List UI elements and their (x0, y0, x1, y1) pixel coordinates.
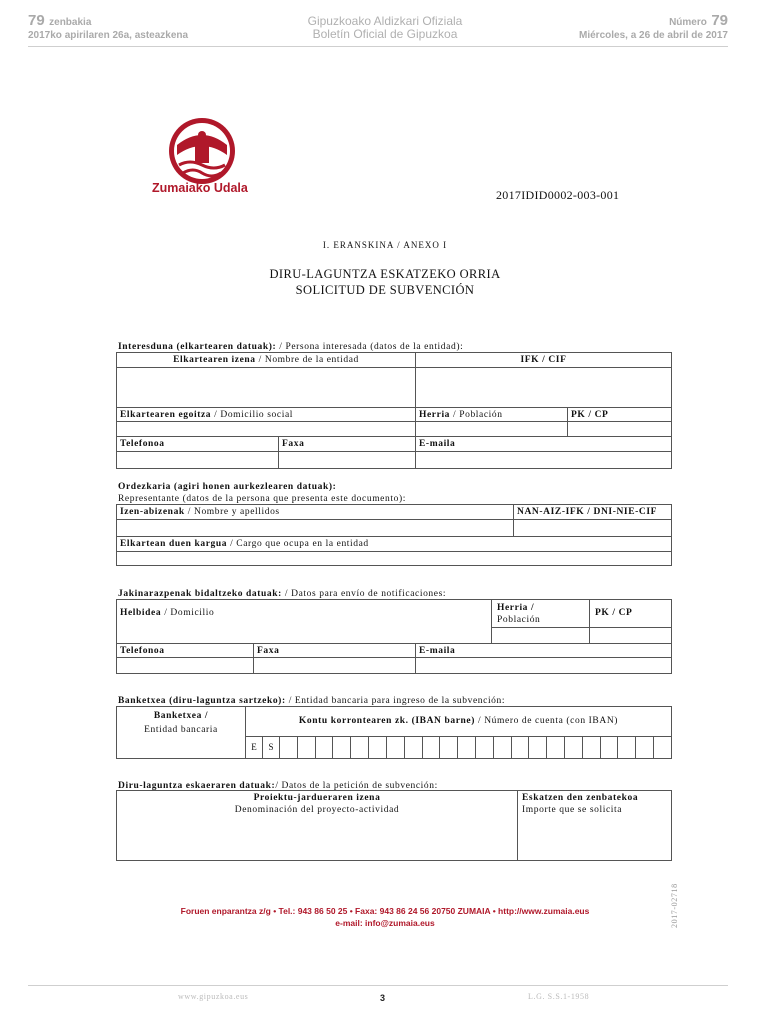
iban-digit-cell[interactable] (583, 737, 601, 758)
section2-subheading: Representante (datos de la persona que presenta este documento): (118, 494, 406, 504)
entity-phone-label: Telefonoa (120, 439, 165, 449)
iban-digit-cell[interactable] (280, 737, 298, 758)
issue-number-left: 79 (28, 12, 45, 29)
representative-name-label: Izen-abizenak / Nombre y apellidos (120, 507, 280, 517)
amount-label-es: Importe que se solicita (522, 805, 623, 815)
iban-digit-cell[interactable] (565, 737, 583, 758)
issue-date-left: 2017ko apirilaren 26a, asteazkena (28, 30, 189, 41)
notification-email-label: E-maila (419, 646, 456, 656)
issue-word-right: Número (669, 17, 707, 28)
section1-heading (118, 342, 463, 352)
iban-digit-cell[interactable] (423, 737, 441, 758)
iban-digit-cell[interactable] (476, 737, 494, 758)
iban-digit-cell[interactable] (351, 737, 369, 758)
section5-heading: Diru-laguntza eskaeraren datuak:/ Datos de la petición de subvención: (118, 781, 438, 791)
iban-digit-cell[interactable] (316, 737, 334, 758)
form-title-es: SOLICITUD DE SUBVENCIÓN (295, 283, 475, 297)
iban-digit-cell[interactable] (494, 737, 512, 758)
issue-word-left: zenbakia (49, 17, 92, 28)
entity-address-label: Elkartearen egoitza / Domicilio social (120, 410, 294, 420)
municipal-logo (165, 115, 240, 185)
section1-row1-divider (116, 367, 672, 368)
iban-digit-cell[interactable] (387, 737, 405, 758)
iban-digit-cells[interactable] (280, 737, 671, 758)
iban-digit-cell[interactable] (547, 737, 565, 758)
notification-address-label: Helbidea / Domicilio (120, 608, 215, 618)
iban-digit-cell[interactable] (529, 737, 547, 758)
iban-digit-cell[interactable] (369, 737, 387, 758)
notification-town-label-es: Población (497, 615, 541, 625)
iban-digit-cell[interactable] (440, 737, 458, 758)
iban-digit-cell[interactable] (654, 737, 671, 758)
section3-heading: Jakinarazpenak bidaltzeko datuak: / Datos para envío de notificaciones: (118, 589, 447, 599)
section1-heading-es: / Persona interesada (datos de la entidad): (276, 342, 464, 352)
form-title-eu: DIRU-LAGUNTZA ESKATZEKO ORRIA (269, 267, 501, 281)
project-label-eu: Proiektu-jardueraren izena (253, 793, 381, 803)
iban-digit-cell[interactable] (601, 737, 619, 758)
bank-label-es: Entidad bancaria (144, 725, 218, 735)
section3-row1-divider (491, 627, 672, 628)
section2-heading: Ordezkaria (agiri honen aurkezlearen datuak): (118, 482, 337, 492)
issue-number-right: 79 (711, 12, 728, 29)
iban-digit-cell[interactable] (298, 737, 316, 758)
section4-heading: Banketxea (diru-laguntza sartzeko): / Entidad bancaria para ingreso de la subvención: (118, 696, 506, 706)
entity-email-label: E-maila (419, 439, 456, 449)
project-label-es: Denominación del proyecto-actividad (234, 805, 400, 815)
entity-cp-label: PK / CP (571, 410, 609, 420)
notification-town-label-eu: Herria / (497, 603, 535, 613)
iban-grid[interactable] (245, 736, 672, 759)
entity-cif-label: IFK / CIF (520, 355, 567, 365)
entity-town-label: Herria / Población (419, 410, 503, 420)
page-number: 3 (380, 993, 386, 1003)
section3-row2-divider (116, 657, 672, 658)
amount-label-eu: Eskatzen den zenbatekoa (522, 793, 639, 803)
entity-fax-label: Faxa (282, 439, 305, 449)
iban-digit-cell[interactable] (405, 737, 423, 758)
iban-box-s: S (263, 737, 280, 758)
notification-cp-field[interactable] (589, 599, 672, 644)
iban-digit-cell[interactable] (333, 737, 351, 758)
footer-divider (28, 985, 728, 986)
section1-heading-eu: Interesduna (elkartearen datuak): (118, 342, 277, 352)
section2-row2-divider (116, 551, 672, 552)
town-hall-contact-line: Foruen enparantza z/g • Tel.: 943 86 50 25 • Faxa: 943 86 24 56 20750 ZUMAIA • http://www.zumaia.eus (180, 906, 590, 916)
section1-row2-divider (116, 421, 672, 422)
town-hall-email: e-mail: info@zumaia.eus (335, 918, 435, 928)
notification-address-field[interactable] (116, 599, 492, 644)
notification-phone-label: Telefonoa (120, 646, 165, 656)
iban-digit-cell[interactable] (458, 737, 476, 758)
header-left-number-row (28, 12, 91, 30)
section1-row3-divider (116, 451, 672, 452)
bulletin-name-es: Boletín Oficial de Gipuzkoa (312, 27, 458, 41)
iban-digit-cell[interactable] (636, 737, 654, 758)
footer-website: www.gipuzkoa.eus (178, 992, 249, 1001)
account-number-label: Kontu korrontearen zk. (IBAN barne) / Número de cuenta (con IBAN) (298, 716, 619, 726)
iban-digit-cell[interactable] (512, 737, 530, 758)
legal-deposit: L.G. S.S.1-1958 (528, 992, 590, 1001)
bank-label-eu: Banketxea / (153, 711, 209, 721)
header-divider (28, 46, 728, 47)
bulletin-name-eu: Gipuzkoako Aldizkari Ofiziala (307, 14, 463, 28)
representative-position-label: Elkartean duen kargua / Cargo que ocupa en la entidad (120, 539, 369, 549)
document-code: 2017IDID0002-003-001 (496, 188, 620, 202)
section2-row1-divider (116, 519, 672, 520)
issue-date-right: Miércoles, a 26 de abril de 2017 (579, 30, 728, 41)
iban-box-e: E (246, 737, 263, 758)
notification-fax-label: Faxa (257, 646, 280, 656)
entity-name-label: Elkartearen izena / Nombre de la entidad (173, 355, 359, 365)
coat-of-arms-icon (165, 115, 240, 185)
municipality-name: Zumaiako Udala (152, 181, 248, 195)
header-right-number-row (669, 12, 728, 30)
iban-digit-cell[interactable] (618, 737, 636, 758)
notification-cp-label: PK / CP (595, 608, 633, 618)
representative-id-label: NAN-AIZ-IFK / DNI-NIE-CIF (517, 507, 658, 517)
vertical-document-code: 2017-02718 (670, 883, 679, 928)
annex-label: I. ERANSKINA / ANEXO I (322, 240, 448, 250)
